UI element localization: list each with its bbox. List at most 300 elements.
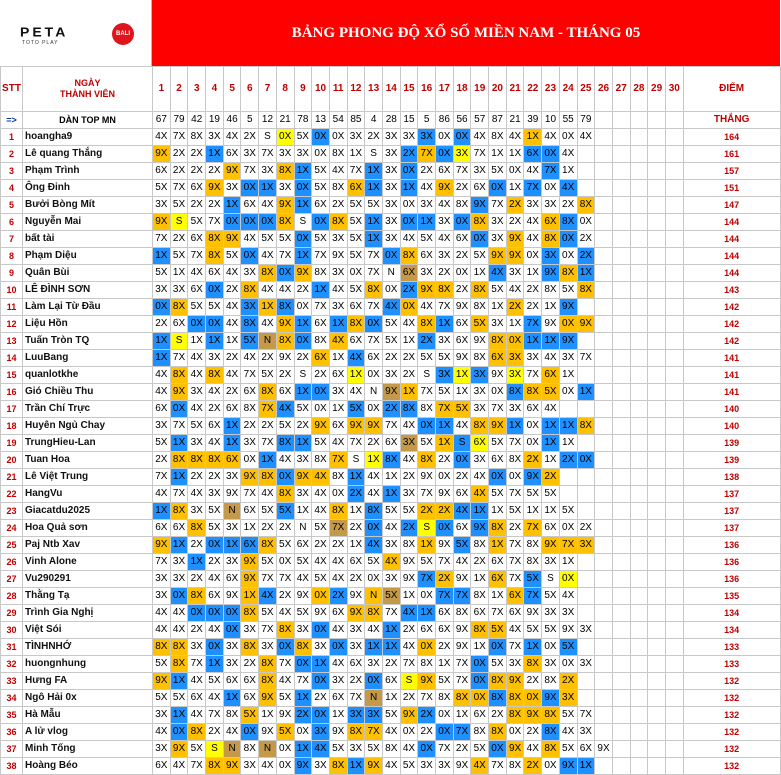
row-day-result	[612, 316, 630, 333]
row-day-result: 1X	[559, 554, 577, 571]
row-day-result: 9X	[453, 299, 471, 316]
row-day-result: 5X	[188, 214, 206, 231]
header-day: 12	[347, 67, 365, 112]
row-day-result: 6X	[453, 520, 471, 537]
row-day-result: 8X	[453, 690, 471, 707]
table-row	[1, 622, 781, 639]
row-day-result: 8X	[542, 741, 560, 758]
row-day-result: 6X	[206, 418, 224, 435]
row-day-result: 5X	[188, 299, 206, 316]
row-points: 132	[683, 741, 780, 758]
row-member-name: TrungHieu-Lan	[23, 435, 153, 452]
row-day-result: 7X	[241, 486, 259, 503]
row-day-result: 7X	[453, 724, 471, 741]
row-day-result: 8X	[577, 197, 595, 214]
header-day: 3	[188, 67, 206, 112]
row-day-result: 6X	[436, 605, 454, 622]
row-day-result: 1X	[453, 367, 471, 384]
row-day-result: 4X	[206, 435, 224, 452]
row-day-result: 8X	[524, 384, 542, 401]
row-member-name: Thằng Tạ	[23, 588, 153, 605]
table-row	[1, 503, 781, 520]
row-day-result	[577, 690, 595, 707]
row-day-result	[665, 656, 683, 673]
row-day-result: 4X	[524, 214, 542, 231]
row-day-result: 5X	[418, 435, 436, 452]
row-day-result: 9X	[471, 197, 489, 214]
row-day-result: 4X	[365, 622, 383, 639]
row-day-result: 4X	[329, 554, 347, 571]
row-day-result	[612, 129, 630, 146]
row-day-result	[665, 503, 683, 520]
row-day-result: 3X	[506, 350, 524, 367]
row-day-result: 9X	[223, 163, 241, 180]
row-day-result: 0X	[559, 571, 577, 588]
row-day-result	[577, 180, 595, 197]
row-day-result: 7X	[400, 656, 418, 673]
row-day-result: 1X	[559, 435, 577, 452]
row-day-result: 9X	[170, 384, 188, 401]
row-day-result: 8X	[241, 605, 259, 622]
row-day-result: 8X	[276, 163, 294, 180]
row-day-result: 4X	[329, 282, 347, 299]
row-day-result: 3X	[559, 690, 577, 707]
row-day-result	[612, 520, 630, 537]
row-day-result: 3X	[382, 367, 400, 384]
table-row	[1, 129, 781, 146]
row-day-result: 5X	[542, 384, 560, 401]
row-day-result: 2X	[418, 724, 436, 741]
row-day-result: 2X	[436, 503, 454, 520]
row-day-result	[577, 605, 595, 622]
row-day-result: 0X	[276, 129, 294, 146]
row-day-result	[665, 452, 683, 469]
row-day-result: 9X	[453, 758, 471, 775]
row-day-result: 2X	[312, 537, 330, 554]
row-day-result: 1X	[170, 469, 188, 486]
dan-number: 67	[153, 112, 171, 129]
row-day-result: 8X	[188, 588, 206, 605]
row-day-result: 7X	[329, 520, 347, 537]
row-day-result: 9X	[241, 571, 259, 588]
row-day-result: 7X	[542, 163, 560, 180]
row-day-result: 6X	[223, 401, 241, 418]
row-day-result: 7X	[276, 656, 294, 673]
row-day-result: 1X	[347, 146, 365, 163]
row-day-result: 0X	[506, 163, 524, 180]
row-stt: 16	[1, 384, 23, 401]
row-day-result: 8X	[329, 180, 347, 197]
row-day-result: 2X	[524, 299, 542, 316]
row-day-result: 7X	[453, 163, 471, 180]
row-day-result	[577, 299, 595, 316]
dan-number: 57	[471, 112, 489, 129]
row-day-result	[577, 333, 595, 350]
row-day-result: 0X	[241, 452, 259, 469]
row-day-result: 1X	[223, 690, 241, 707]
row-points: 144	[683, 265, 780, 282]
row-day-result: 0X	[542, 758, 560, 775]
row-day-result: 2X	[188, 571, 206, 588]
row-day-result	[595, 758, 613, 775]
row-day-result: 9X	[489, 418, 507, 435]
row-day-result: 3X	[153, 418, 171, 435]
row-day-result: 4X	[259, 758, 277, 775]
row-day-result: 1X	[365, 639, 383, 656]
row-day-result: 5X	[276, 690, 294, 707]
row-day-result: 2X	[188, 146, 206, 163]
row-day-result: 0X	[294, 231, 312, 248]
row-day-result: 5X	[188, 741, 206, 758]
row-day-result	[595, 350, 613, 367]
row-day-result: 0X	[276, 265, 294, 282]
table-row	[1, 248, 781, 265]
header-day: 23	[542, 67, 560, 112]
row-day-result: 3X	[223, 180, 241, 197]
row-day-result: 8X	[436, 690, 454, 707]
row-points: 144	[683, 214, 780, 231]
row-stt: 19	[1, 435, 23, 452]
header-day: 19	[471, 67, 489, 112]
row-day-result: 8X	[453, 605, 471, 622]
row-day-result: 3X	[436, 367, 454, 384]
header-day: 24	[559, 67, 577, 112]
row-day-result: 5X	[276, 418, 294, 435]
row-day-result	[630, 401, 648, 418]
row-day-result: 7X	[153, 554, 171, 571]
row-day-result: 9X	[382, 384, 400, 401]
row-day-result: 1X	[294, 163, 312, 180]
row-day-result: 9X	[329, 724, 347, 741]
row-day-result	[612, 622, 630, 639]
header-day: 6	[241, 67, 259, 112]
row-day-result: 3X	[312, 758, 330, 775]
row-stt: 26	[1, 554, 23, 571]
row-day-result: 5X	[400, 503, 418, 520]
row-day-result	[665, 231, 683, 248]
row-stt: 33	[1, 673, 23, 690]
row-day-result: 8X	[241, 741, 259, 758]
row-day-result: 0X	[559, 384, 577, 401]
row-day-result: 5X	[418, 554, 436, 571]
row-day-result: 8X	[489, 673, 507, 690]
row-day-result: 2X	[206, 554, 224, 571]
row-day-result	[665, 401, 683, 418]
row-stt: 3	[1, 163, 23, 180]
row-day-result: 8X	[577, 418, 595, 435]
row-day-result: 0X	[170, 401, 188, 418]
dan-number: 19	[206, 112, 224, 129]
row-day-result: 3X	[153, 197, 171, 214]
row-day-result: 1X	[312, 282, 330, 299]
row-day-result	[630, 469, 648, 486]
row-day-result: 3X	[347, 741, 365, 758]
row-day-result: 7X	[259, 622, 277, 639]
row-day-result: 7X	[153, 231, 171, 248]
row-day-result: 3X	[329, 265, 347, 282]
row-day-result: 0X	[436, 707, 454, 724]
header-points: ĐIỂM	[683, 67, 780, 112]
row-day-result: 4X	[382, 520, 400, 537]
row-day-result	[612, 571, 630, 588]
row-day-result	[612, 537, 630, 554]
row-day-result: 1X	[241, 520, 259, 537]
row-day-result	[595, 146, 613, 163]
row-day-result: 8X	[382, 452, 400, 469]
row-day-result	[648, 231, 666, 248]
row-day-result: 7X	[577, 350, 595, 367]
row-day-result: 2X	[400, 622, 418, 639]
row-day-result: 3X	[347, 129, 365, 146]
row-stt: 23	[1, 503, 23, 520]
header-day: 30	[665, 67, 683, 112]
row-day-result: 8X	[241, 401, 259, 418]
row-day-result	[648, 129, 666, 146]
row-day-result: 3X	[329, 673, 347, 690]
row-day-result: 8X	[241, 282, 259, 299]
row-day-result: 1X	[188, 554, 206, 571]
row-day-result: 0X	[241, 180, 259, 197]
row-day-result: 6X	[436, 163, 454, 180]
row-day-result	[612, 741, 630, 758]
row-day-result: 8X	[506, 758, 524, 775]
row-day-result: 5X	[153, 180, 171, 197]
row-day-result: 8X	[188, 724, 206, 741]
row-day-result: 1X	[223, 537, 241, 554]
row-day-result: 1X	[471, 503, 489, 520]
row-day-result: 5X	[312, 163, 330, 180]
row-day-result: 6X	[329, 367, 347, 384]
row-day-result: 4X	[436, 231, 454, 248]
row-day-result	[648, 282, 666, 299]
table-row	[1, 537, 781, 554]
row-day-result: 5X	[382, 503, 400, 520]
row-day-result: 2X	[524, 282, 542, 299]
row-day-result: 0X	[294, 656, 312, 673]
row-day-result: 0X	[365, 520, 383, 537]
row-day-result	[648, 214, 666, 231]
row-day-result: 5X	[206, 299, 224, 316]
row-day-result: 0X	[153, 299, 171, 316]
row-day-result: 6X	[188, 180, 206, 197]
row-day-result	[630, 571, 648, 588]
row-day-result	[595, 129, 613, 146]
row-member-name: Tuấn Tròn TQ	[23, 333, 153, 350]
table-row	[1, 605, 781, 622]
row-day-result: 0X	[524, 435, 542, 452]
row-day-result	[595, 503, 613, 520]
row-day-result: 4X	[170, 605, 188, 622]
row-day-result: 5X	[347, 248, 365, 265]
row-day-result: 4X	[188, 367, 206, 384]
row-day-result: 3X	[276, 180, 294, 197]
row-day-result: 3X	[577, 656, 595, 673]
row-day-result: 9X	[595, 741, 613, 758]
row-day-result	[665, 673, 683, 690]
row-day-result: 5X	[382, 333, 400, 350]
row-day-result	[612, 367, 630, 384]
row-day-result: 5X	[276, 537, 294, 554]
dan-row	[1, 112, 781, 129]
row-day-result: 0X	[471, 673, 489, 690]
dan-number: 46	[223, 112, 241, 129]
row-day-result: 5X	[259, 231, 277, 248]
row-day-result: 6X	[524, 146, 542, 163]
row-day-result: 7X	[418, 384, 436, 401]
row-day-result	[648, 146, 666, 163]
row-day-result: 8X	[170, 367, 188, 384]
row-day-result: 1X	[453, 384, 471, 401]
row-day-result: 9X	[153, 214, 171, 231]
row-day-result: 2X	[206, 197, 224, 214]
row-day-result: 3X	[471, 452, 489, 469]
row-day-result	[665, 316, 683, 333]
row-day-result: 6X	[329, 418, 347, 435]
row-day-result: 5X	[329, 741, 347, 758]
row-day-result: 9X	[542, 316, 560, 333]
row-member-name: A lử vlog	[23, 724, 153, 741]
row-day-result: 3X	[542, 248, 560, 265]
row-day-result: 2X	[400, 469, 418, 486]
row-day-result: 0X	[312, 384, 330, 401]
row-day-result: 3X	[347, 707, 365, 724]
row-day-result	[612, 180, 630, 197]
row-day-result: S	[365, 146, 383, 163]
row-day-result: 2X	[418, 503, 436, 520]
row-day-result: 1X	[153, 333, 171, 350]
row-day-result: 0X	[436, 129, 454, 146]
row-day-result: 6X	[382, 435, 400, 452]
row-stt: 35	[1, 707, 23, 724]
row-points: 141	[683, 367, 780, 384]
row-day-result: S	[347, 452, 365, 469]
row-day-result: 2X	[347, 673, 365, 690]
row-day-result: 8X	[489, 724, 507, 741]
row-day-result: 7X	[206, 214, 224, 231]
row-day-result	[630, 673, 648, 690]
row-day-result	[665, 265, 683, 282]
row-day-result: 1X	[294, 435, 312, 452]
row-day-result	[665, 520, 683, 537]
row-day-result	[630, 129, 648, 146]
row-day-result: 4X	[542, 401, 560, 418]
row-day-result: 9X	[223, 486, 241, 503]
row-day-result: 3X	[542, 197, 560, 214]
row-day-result: 2X	[453, 282, 471, 299]
row-day-result: 3X	[577, 537, 595, 554]
dan-number: 55	[559, 112, 577, 129]
row-day-result: 8X	[400, 248, 418, 265]
row-day-result	[630, 248, 648, 265]
row-day-result: 0X	[365, 673, 383, 690]
row-day-result: 4X	[524, 741, 542, 758]
row-day-result: 9X	[241, 554, 259, 571]
row-day-result: 4X	[188, 401, 206, 418]
row-day-result: 1X	[577, 758, 595, 775]
row-day-result: 8X	[206, 758, 224, 775]
row-day-result: 9X	[223, 758, 241, 775]
row-day-result: 1X	[365, 180, 383, 197]
row-day-result: 3X	[418, 265, 436, 282]
row-day-result: 6X	[153, 163, 171, 180]
row-day-result: 7X	[436, 588, 454, 605]
row-day-result	[648, 401, 666, 418]
row-day-result: 5X	[382, 707, 400, 724]
row-day-result: 8X	[542, 724, 560, 741]
row-day-result: 1X	[294, 384, 312, 401]
row-day-result: 0X	[312, 622, 330, 639]
row-day-result: 8X	[188, 520, 206, 537]
row-stt: 2	[1, 146, 23, 163]
row-day-result: 8X	[312, 265, 330, 282]
row-day-result: 2X	[524, 758, 542, 775]
row-day-result	[648, 656, 666, 673]
row-day-result: 5X	[489, 282, 507, 299]
dan-number: 79	[170, 112, 188, 129]
row-day-result: 6X	[206, 265, 224, 282]
row-day-result: 0X	[206, 282, 224, 299]
row-day-result	[648, 537, 666, 554]
table-row	[1, 231, 781, 248]
table-row	[1, 435, 781, 452]
row-day-result: 2X	[382, 656, 400, 673]
row-day-result: 6X	[206, 588, 224, 605]
row-day-result	[648, 265, 666, 282]
row-day-result: 6X	[347, 180, 365, 197]
row-day-result: 8X	[170, 503, 188, 520]
row-day-result: 3X	[506, 265, 524, 282]
row-day-result	[630, 452, 648, 469]
row-day-result	[595, 418, 613, 435]
row-day-result: 0X	[365, 367, 383, 384]
row-day-result: 4X	[153, 622, 171, 639]
row-day-result	[612, 435, 630, 452]
row-points: 147	[683, 197, 780, 214]
row-day-result: 1X	[524, 333, 542, 350]
row-day-result: 0X	[241, 214, 259, 231]
row-day-result: 5X	[524, 571, 542, 588]
row-day-result: 5X	[188, 418, 206, 435]
row-day-result	[648, 299, 666, 316]
row-day-result: 5X	[542, 486, 560, 503]
row-day-result: 7X	[365, 724, 383, 741]
row-day-result: 0X	[471, 231, 489, 248]
dan-number	[648, 112, 666, 129]
row-day-result	[612, 469, 630, 486]
row-day-result	[648, 367, 666, 384]
row-day-result: 3X	[542, 554, 560, 571]
row-day-result: 8X	[206, 367, 224, 384]
table-row	[1, 469, 781, 486]
row-day-result: 8X	[276, 214, 294, 231]
row-day-result	[595, 180, 613, 197]
row-day-result: 4X	[559, 724, 577, 741]
row-day-result: 4X	[436, 197, 454, 214]
row-day-result: 3X	[241, 622, 259, 639]
row-day-result: 1X	[577, 384, 595, 401]
row-day-result: 6X	[241, 673, 259, 690]
row-day-result: 8X	[506, 690, 524, 707]
row-day-result	[577, 503, 595, 520]
row-day-result: 4X	[453, 418, 471, 435]
row-points: 151	[683, 180, 780, 197]
header-day: 20	[489, 67, 507, 112]
row-day-result: 3X	[400, 486, 418, 503]
row-stt: 7	[1, 231, 23, 248]
row-day-result	[648, 707, 666, 724]
row-day-result: 3X	[418, 129, 436, 146]
row-day-result: 0X	[559, 316, 577, 333]
